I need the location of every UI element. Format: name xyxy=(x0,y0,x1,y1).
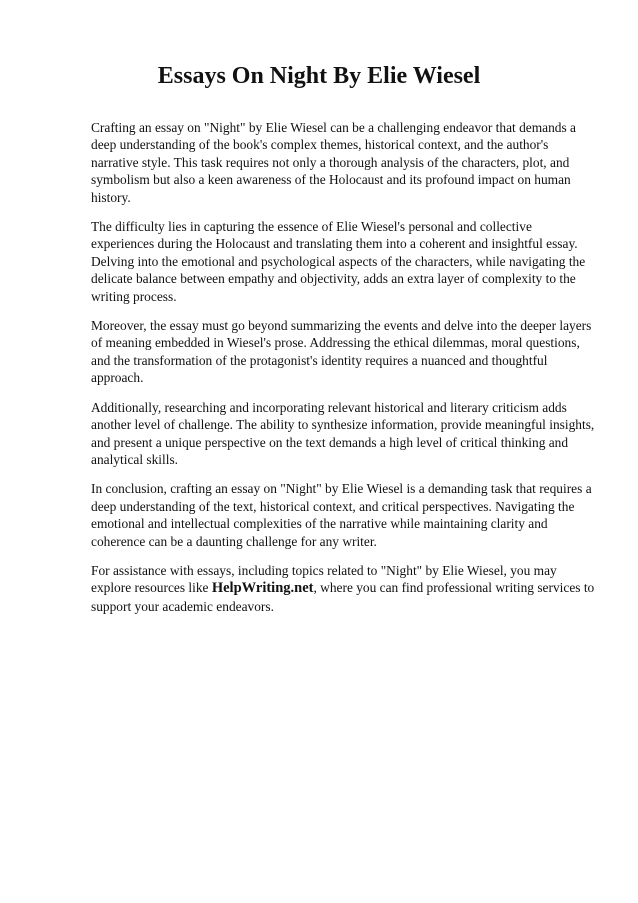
closing-text-after: , where you can find professional writing services to support your academic endeavors. xyxy=(91,580,595,614)
document-body xyxy=(91,119,595,627)
paragraph-3: Moreover, the essay must go beyond summarizing the events and delve into the deeper layers of meaning embedded in Wiesel's prose. Addressing the ethical dilemmas, moral questions, and the transformation of the protagonist's identity requires a nuanced and thoughtful approach. xyxy=(91,318,592,386)
closing-paragraph xyxy=(91,562,595,615)
paragraph-2: The difficulty lies in capturing the essence of Elie Wiesel's personal and collective experiences during the Holocaust and translating them into a coherent and insightful essay. Delving into the emotional and psychological aspects of the characters, while navigating the delicate balance between empathy and objectivity, adds an extra layer of complexity to the writing process. xyxy=(91,219,586,304)
paragraph-1: Crafting an essay on "Night" by Elie Wiesel can be a challenging endeavor that demands a deep understanding of the book's complex themes, historical context, and the author's narrative style. This task requires not only a thorough analysis of the characters, plot, and symbolism but also a keen awareness of the Holocaust and its profound impact on human history. xyxy=(91,120,576,205)
closing-text-before: For assistance with essays, including topics related to "Night" by Elie Wiesel, you may explore resources like xyxy=(91,562,557,596)
document-title: Essays On Night By Elie Wiesel xyxy=(157,63,481,89)
helpwriting-brand-link[interactable]: HelpWriting.net xyxy=(211,580,314,597)
paragraph-4: Additionally, researching and incorporating relevant historical and literary criticism adds another level of challenge. The ability to synthesize information, provide meaningful insights, and present a unique perspective on the text demands a high level of critical thinking and analytical skills. xyxy=(91,399,595,467)
paragraph-5: In conclusion, crafting an essay on "Night" by Elie Wiesel is a demanding task that requires a deep understanding of the text, historical context, and critical perspectives. Navigating the emotional and intellectual complexities of the narrative while maintaining clarity and coherence can be a daunting challenge for any writer. xyxy=(91,481,592,549)
